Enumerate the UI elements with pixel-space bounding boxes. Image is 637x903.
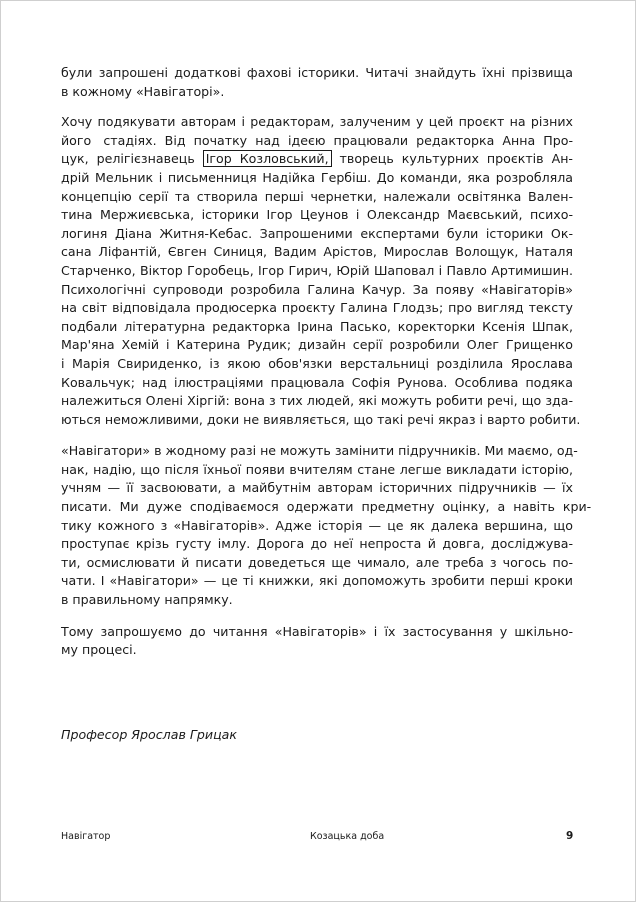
text-line: в кожному «Навігаторі». — [61, 83, 225, 99]
text-line: чати. І «Навігатори» — це ті книжки, які допоможуть зробити перші кроки — [61, 573, 573, 589]
paragraph-3 — [61, 442, 592, 609]
paragraph-2 — [61, 113, 581, 429]
text-line: подбали літературна редакторка Ірина Пасько, коректорки Ксенія Шпак, — [61, 318, 573, 334]
text-line: дрій Мельник і письменниця Надійка Гербіш. До команди, яка розробляла — [61, 169, 573, 185]
text-fragment: творець культурних проєктів Ан- — [331, 151, 573, 167]
text-line: му процесі. — [61, 642, 137, 658]
text-line: логиня Діана Житня-Кебас. Запрошеними експертами були історики Ок- — [61, 225, 573, 241]
text-line: сана Ліфантій, Євген Синиця, Вадим Арістов, Мирослав Волощук, Наталя — [61, 244, 573, 260]
text-line: ються неможливими, доки не виявляється, що такі речі якраз і варто робити. — [61, 411, 581, 427]
text-line: Тому запрошуємо до читання «Навігаторів» і їх застосування у шкільно- — [61, 623, 573, 639]
footer-series-title: Навігатор — [61, 831, 111, 842]
text-line: тику кожного з «Навігаторів». Адже історія — це як далека вершина, що — [61, 517, 573, 533]
paragraph-4 — [61, 623, 573, 660]
text-line: Мар'яна Хемій і Катерина Рудик; дизайн серії розробили Олег Грищенко — [61, 337, 573, 353]
text-line: були запрошені додаткові фахові історики. Читачі знайдуть їхні прізвища — [61, 65, 573, 80]
text-fragment: цук, релігієзнавець — [61, 151, 203, 167]
text-line: концепцію серії та створила перші чернетки, належали освітянка Вален- — [61, 188, 573, 204]
page-number: 9 — [566, 830, 574, 842]
main-text — [61, 64, 592, 673]
text-line: належиться Олені Хіргій: вона з тих людей, які можуть робити речі, що зда- — [61, 393, 573, 409]
text-line: писати. Ми дуже сподіваємося одержати предметну оцінку, а навіть кри- — [61, 499, 592, 515]
footer-book-title: Козацька доба — [310, 831, 385, 842]
text-line: на світ відповідала продюсерка проєкту Галина Глодзь; про вигляд тексту — [61, 300, 573, 316]
text-line: тина Мержиєвська, історики Ігор Цеунов і Олександр Маєвський, психо- — [61, 207, 573, 223]
text-line: ти, осмислювати й писати доведеться ще чимало, але треба з чогось по- — [61, 554, 573, 570]
text-line: Ковальчук; над ілюстраціями працювала Софія Рунова. Особлива подяка — [61, 374, 573, 390]
text-line: Хочу подякувати авторам і редакторам, залученим у цей проєкт на різних — [61, 114, 573, 130]
text-line: учням — її засвоювати, а майбутнім авторам історичних підручників — їх — [61, 480, 573, 496]
paragraph-1 — [61, 64, 573, 101]
text-line: в правильному напрямку. — [61, 592, 233, 608]
text-line: «Навігатори» в жодному разі не можуть замінити підручників. Ми маємо, од- — [61, 443, 578, 459]
text-line: нак, надію, що після їхньої появи вчителям стане легше викладати історію, — [61, 461, 573, 477]
author-signature: Професор Ярослав Грицак — [61, 727, 237, 742]
text-line: проступає крізь густу імлу. Дорога до неї непроста й довга, досліджува- — [61, 536, 573, 552]
text-line: і Марія Свириденко, із якою обов'язки верстальниці розділила Ярослава — [61, 355, 573, 371]
text-line: його стадіях. Від початку над ідеєю працювали редакторка Анна Про- — [61, 132, 573, 148]
text-line — [61, 150, 573, 169]
text-line: Психологічні супроводи розробила Галина Качур. За появу «Навігаторів» — [61, 281, 573, 297]
highlighted-name: Ігор Козловський, — [203, 150, 332, 167]
text-line: Старченко, Віктор Горобець, Ігор Гирич, Юрій Шаповал і Павло Артимишин. — [61, 262, 573, 278]
